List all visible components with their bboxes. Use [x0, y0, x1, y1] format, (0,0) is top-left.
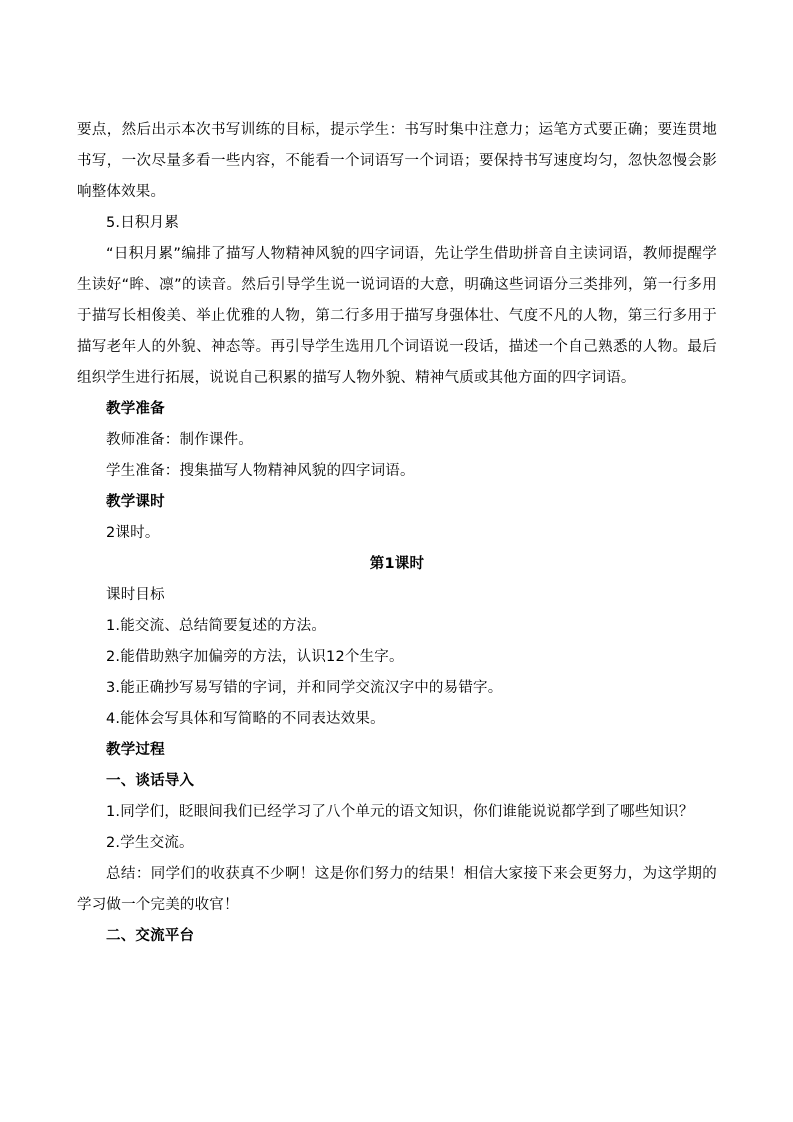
section-heading-daily-accumulation: 5.日积月累 [106, 215, 180, 231]
paragraph-daily-accumulation: “日积月累”编排了描写人物精神风貌的四字词语，先让学生借助拼音自主读词语，教师提醒学生读好“眸、凛”的读音。然后引导学生说一说词语的大意，明确这些词语分三类排列，第一行多用于描写长相俊美、举止优雅的人物，第二行多用于描写身强体壮、气度不凡的人物，第三行多用于描写老年人的外貌、神态等。再引导学生选用几个词语说一段话，描述一个自己熟悉的人物。最后组织学生进行拓展，说说自己积累的描写人物外貌、精神气质或其他方面的四字词语。 [77, 246, 717, 386]
goal-item-2: 2.能借助熟字加偏旁的方法，认识12个生字。 [106, 649, 404, 665]
goal-item-1: 1.能交流、总结简要复述的方法。 [106, 618, 327, 634]
document-body [77, 115, 717, 952]
paragraph-period-count: 2课时。 [106, 525, 160, 541]
heading-teaching-periods: 教学课时 [106, 494, 165, 510]
heading-section-one-introduction: 一、谈话导入 [106, 773, 195, 789]
heading-first-period: 第1课时 [369, 556, 425, 572]
paragraph-summary: 总结：同学们的收获真不少啊！这是你们努力的结果！相信大家接下来会更努力，为这学期的学习做一个完美的收官！ [77, 866, 717, 913]
heading-section-two-exchange-platform: 二、交流平台 [106, 928, 195, 944]
heading-teaching-process: 教学过程 [106, 742, 165, 758]
goal-item-4: 4.能体会写具体和写简略的不同表达效果。 [106, 711, 385, 727]
paragraph-teacher-preparation: 教师准备：制作课件。 [106, 432, 253, 448]
paragraph-intro-question: 1.同学们，眨眼间我们已经学习了八个单元的语文知识，你们谁能说说都学到了哪些知识？ [106, 804, 694, 820]
paragraph-writing-tips: 要点，然后出示本次书写训练的目标，提示学生：书写时集中注意力；运笔方式要正确；要连贯地书写，一次尽量多看一些内容，不能看一个词语写一个词语；要保持书写速度均匀，忽快忽慢会影响整体效果。 [77, 122, 717, 200]
heading-period-goals: 课时目标 [106, 587, 165, 603]
paragraph-student-preparation: 学生准备：搜集描写人物精神风貌的四字词语。 [106, 463, 415, 479]
goal-item-3: 3.能正确抄写易写错的字词，并和同学交流汉字中的易错字。 [106, 680, 503, 696]
heading-teaching-preparation: 教学准备 [106, 401, 165, 417]
paragraph-student-exchange: 2.学生交流。 [106, 835, 194, 851]
